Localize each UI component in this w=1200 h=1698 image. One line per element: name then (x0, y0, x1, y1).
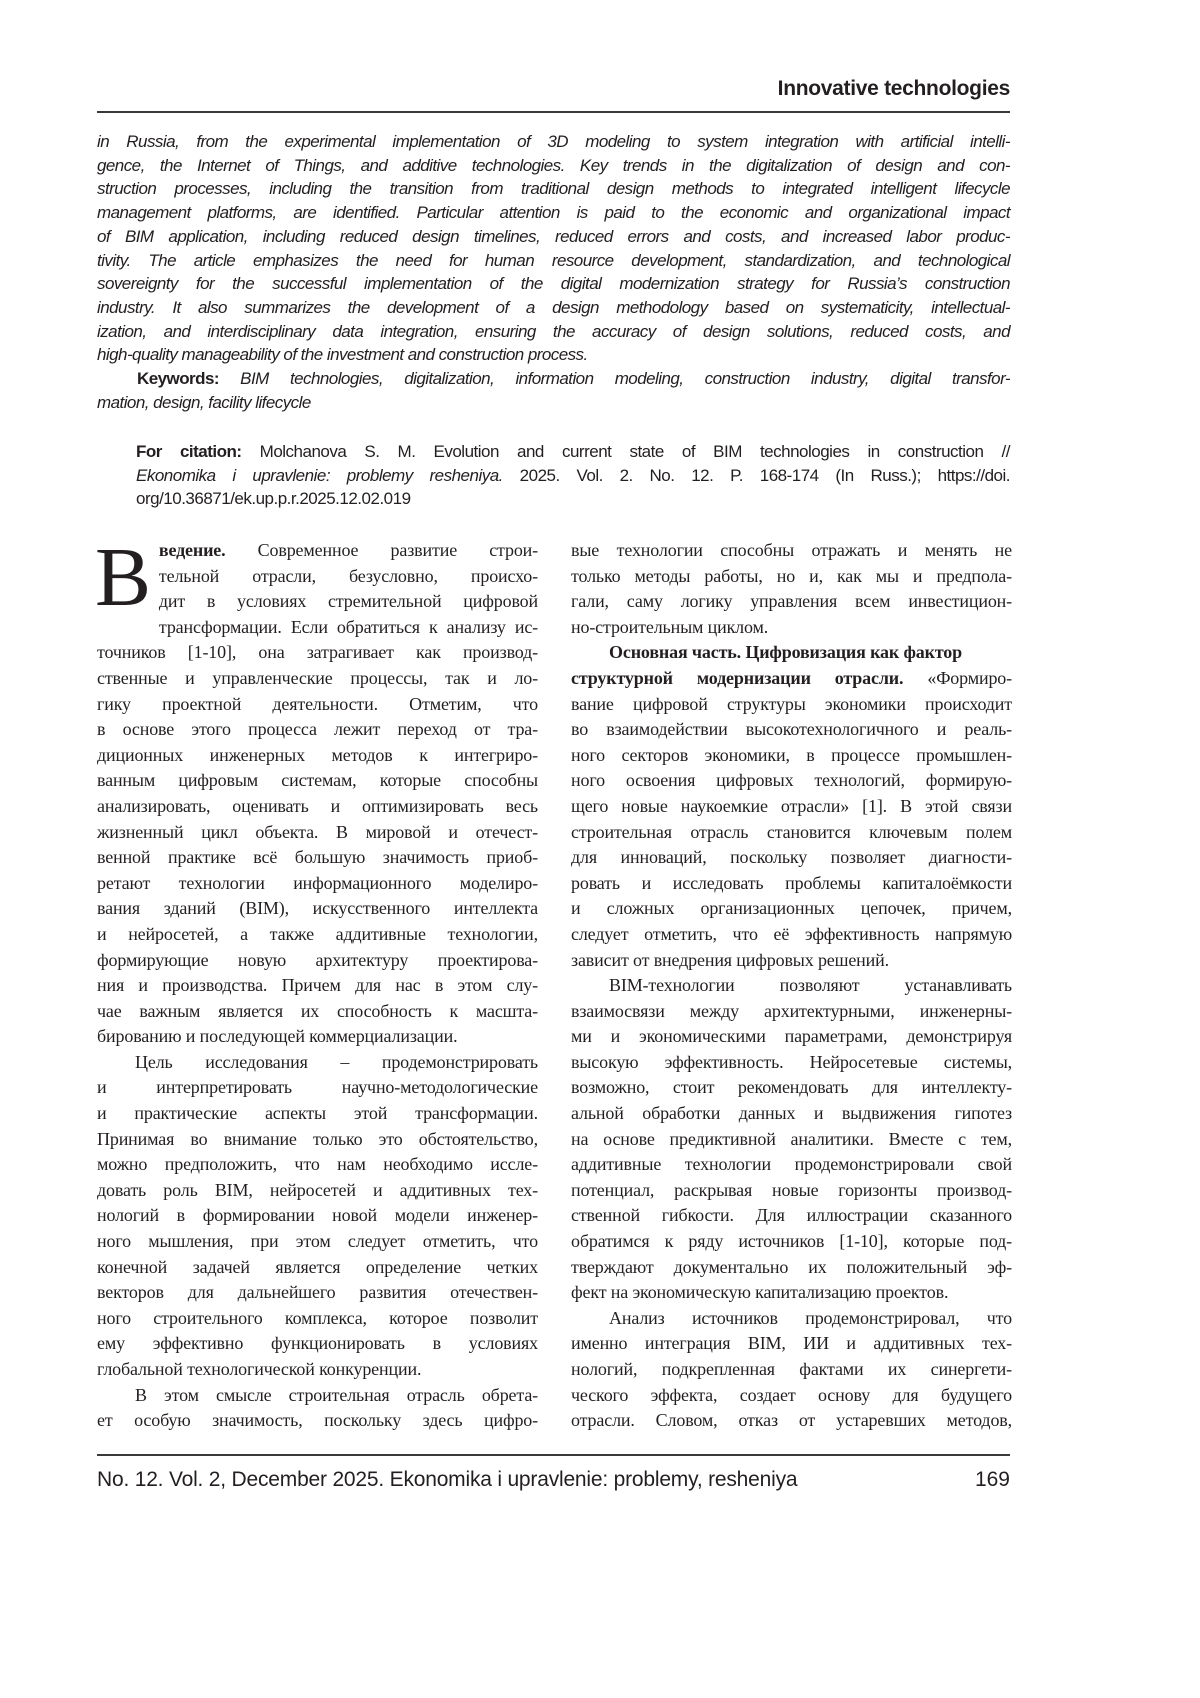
footer-journal-line: No. 12. Vol. 2, December 2025. Ekonomika i upravlenie: problemy, resheniya (97, 1468, 797, 1492)
body-text: векторов для дальнейшего развития отечествен- (97, 1282, 538, 1302)
body-text: трансформации. Если обратиться к анализу ис- (159, 617, 538, 637)
header-rule (97, 111, 1010, 113)
body-text: тельной отрасли, безусловно, происхо- (159, 566, 538, 586)
abstract-line: in Russia, from the experimental implementation of 3D modeling to system integration with artificial intelli- (97, 130, 1010, 154)
body-line (571, 1024, 1012, 1050)
body-line (97, 896, 538, 922)
body-text: Цель исследования – продемонстрировать (135, 1052, 538, 1072)
body-line (97, 666, 538, 692)
body-line (571, 1203, 1012, 1229)
body-column-left (97, 538, 538, 1434)
body-text: и нейросетей, а также аддитивные технологии, (97, 924, 538, 944)
body-line (97, 1178, 538, 1204)
body-line (571, 922, 1012, 948)
body-line (97, 564, 538, 590)
body-line (571, 896, 1012, 922)
body-text: точников [1-10], она затрагивает как производ- (97, 642, 538, 662)
citation-text: 2025. Vol. 2. No. 12. P. 168-174 (In Russ.); https://doi. (503, 466, 1010, 485)
body-line (97, 743, 538, 769)
citation-journal: Ekonomika i upravlenie: problemy resheniya. (136, 466, 503, 485)
body-text: гали, саму логику управления всем инвестицион- (571, 591, 1012, 611)
body-text: ему эффективно функционировать в условиях (97, 1333, 538, 1353)
citation-block (136, 440, 1010, 511)
body-line (571, 1178, 1012, 1204)
body-line (97, 1229, 538, 1255)
abstract-line: of BIM application, including reduced design timelines, reduced errors and costs, and increased labor produc- (97, 225, 1010, 249)
body-paragraph (97, 1383, 538, 1434)
body-text: дит в условиях стремительной цифровой (159, 591, 538, 611)
body-line (571, 1357, 1012, 1383)
abstract-line: tivity. The article emphasizes the need for human resource development, standardization, and technological (97, 249, 1010, 273)
body-text: нологий, подкрепленная фактами их синергети- (571, 1359, 1012, 1379)
body-line (97, 538, 538, 564)
body-line (571, 794, 1012, 820)
bold-heading-text: Основная часть. Цифровизация как фактор (609, 642, 962, 662)
body-text: вание цифровой структуры экономики происходит (571, 694, 1012, 714)
body-text: Современное развитие строи- (226, 540, 539, 560)
body-text: ровать и исследовать проблемы капиталоёмкости (571, 873, 1012, 893)
body-text: возможно, стоит рекомендовать для интеллекту- (571, 1077, 1012, 1097)
body-line (571, 1255, 1012, 1281)
citation-doi-link[interactable]: org/10.36871/ek.up.p.r.2025.12.02.019 (136, 489, 411, 508)
body-line (571, 1075, 1012, 1101)
body-column-right (571, 538, 1012, 1434)
body-text: ного строительного комплекса, которое позволит (97, 1308, 538, 1328)
drop-cap: В (95, 542, 151, 618)
body-text: жизненный цикл объекта. В мировой и отечест- (97, 822, 538, 842)
body-text: альной обработки данных и выдвижения гипотез (571, 1103, 1012, 1123)
body-text: аддитивные технологии продемонстрировали свой (571, 1154, 1012, 1174)
abstract-line: high-quality manageability of the investment and construction process. (97, 343, 1010, 367)
body-text: именно интеграция BIM, ИИ и аддитивных тех- (571, 1333, 1012, 1353)
abstract-line: gence, the Internet of Things, and additive technologies. Key trends in the digitalization of design and con- (97, 154, 1010, 178)
body-text: «Формиро- (903, 668, 1012, 688)
body-line (571, 1331, 1012, 1357)
body-line (97, 1101, 538, 1127)
body-line (97, 640, 538, 666)
body-line (97, 1357, 538, 1383)
body-line (97, 1331, 538, 1357)
citation-text: Molchanova S. M. Evolution and current state of BIM technologies in construction // (242, 442, 1010, 461)
body-paragraph (571, 640, 1012, 973)
keywords-label: Keywords: (137, 369, 219, 388)
body-text: для инноваций, поскольку позволяет диагности- (571, 847, 1012, 867)
body-line (97, 922, 538, 948)
body-text: ного освоения цифровых технологий, формирую- (571, 770, 1012, 790)
bold-heading-text: ведение. (159, 540, 226, 560)
abstract-line: industry. It also summarizes the development of a design methodology based on systematicity, intellectual- (97, 296, 1010, 320)
body-text: и практические аспекты этой трансформации. (97, 1103, 538, 1123)
body-text: вания зданий (BIM), искусственного интеллекта (97, 898, 538, 918)
body-line (571, 692, 1012, 718)
body-line (97, 871, 538, 897)
body-line (571, 845, 1012, 871)
abstract-line: struction processes, including the transition from traditional design methods to integrated intelligent lifecycle (97, 177, 1010, 201)
body-text: конечной задачей является определение четких (97, 1257, 538, 1277)
keywords-text: BIM technologies, digitalization, information modeling, construction industry, digital transfor- (219, 369, 1010, 388)
body-line (97, 692, 538, 718)
body-line (97, 1255, 538, 1281)
body-line (97, 1203, 538, 1229)
body-text: довать роль BIM, нейросетей и аддитивных тех- (97, 1180, 538, 1200)
body-text: вые технологии способны отражать и менять не (571, 540, 1012, 560)
body-text: ет особую значимость, поскольку здесь цифро- (97, 1410, 538, 1430)
body-text: анализировать, оценивать и оптимизировать весь (97, 796, 538, 816)
body-line (97, 1408, 538, 1434)
body-line (97, 1383, 538, 1409)
body-text: ния и производства. Причем для нас в этом слу- (97, 975, 538, 995)
body-text: нологий в формировании новой модели инженер- (97, 1205, 538, 1225)
body-text: и интерпретировать научно-методологические (97, 1077, 538, 1097)
footer-rule (97, 1454, 1010, 1456)
body-line (97, 999, 538, 1025)
body-line (571, 538, 1012, 564)
body-text: высокую эффективность. Нейросетевые системы, (571, 1052, 1012, 1072)
body-line (97, 1280, 538, 1306)
body-line (97, 768, 538, 794)
body-line (97, 589, 538, 615)
body-text: фект на экономическую капитализацию проектов. (571, 1282, 948, 1302)
body-line (571, 973, 1012, 999)
body-text: потенциал, раскрывая новые горизонты производ- (571, 1180, 1012, 1200)
body-text: бированию и последующей коммерциализации. (97, 1026, 457, 1046)
body-text: ственные и управленческие процессы, так и ло- (97, 668, 538, 688)
body-text: ванным цифровым системам, которые способны (97, 770, 538, 790)
body-paragraph (571, 1306, 1012, 1434)
body-text: ственной гибкости. Для иллюстрации сказанного (571, 1205, 1012, 1225)
body-line (97, 1024, 538, 1050)
body-text: ческого эффекта, создает основу для будущего (571, 1385, 1012, 1405)
body-line (571, 666, 1012, 692)
body-line (97, 717, 538, 743)
body-line (97, 820, 538, 846)
body-text: и сложных организационных цепочек, причем, (571, 898, 1012, 918)
body-line (97, 1050, 538, 1076)
body-text: во взаимодействии высокотехнологичного и реаль- (571, 719, 1012, 739)
keywords-line (97, 367, 1010, 391)
body-text: зависит от внедрения цифровых решений. (571, 950, 889, 970)
body-text: щего новые наукоемкие отрасли» [1]. В этой связи (571, 796, 1012, 816)
running-head-section-title: Innovative technologies (778, 77, 1010, 101)
body-line (571, 640, 1012, 666)
body-paragraph (97, 538, 538, 1050)
body-text: венной практике всё большую значимость приоб- (97, 847, 538, 867)
body-line (97, 845, 538, 871)
body-text: глобальной технологической конкуренции. (97, 1359, 421, 1379)
body-text: можно предположить, что нам необходимо иссле- (97, 1154, 538, 1174)
body-line (97, 1306, 538, 1332)
body-line (571, 564, 1012, 590)
page-number: 169 (975, 1468, 1010, 1492)
body-line (571, 1383, 1012, 1409)
body-text: обратимся к ряду источников [1-10], которые под- (571, 1231, 1012, 1251)
body-text: ного секторов экономики, в процессе промышлен- (571, 745, 1012, 765)
body-text: ретают технологии информационного моделиро- (97, 873, 538, 893)
body-line (571, 1127, 1012, 1153)
body-line (571, 1101, 1012, 1127)
body-text: следует отметить, что её эффективность напрямую (571, 924, 1012, 944)
body-text: строительная отрасль становится ключевым полем (571, 822, 1012, 842)
abstract-line: sovereignty for the successful implementation of the digital modernization strategy for Russia’s construction (97, 272, 1010, 296)
body-line (97, 615, 538, 641)
body-text: отрасли. Словом, отказ от устаревших методов, (571, 1410, 1012, 1430)
body-line (571, 1152, 1012, 1178)
bold-heading-text: структурной модернизации отрасли. (571, 668, 903, 688)
abstract-line: ization, and interdisciplinary data integration, ensuring the accuracy of design solutions, reduced costs, and (97, 320, 1010, 344)
body-line (571, 743, 1012, 769)
body-text: но-строительным циклом. (571, 617, 768, 637)
body-line (571, 1280, 1012, 1306)
body-line (97, 794, 538, 820)
body-text: только методы работы, но и, как мы и предпола- (571, 566, 1012, 586)
body-text: на основе предиктивной аналитики. Вместе с тем, (571, 1129, 1012, 1149)
abstract-text (97, 130, 1010, 367)
body-text: гику проектной деятельности. Отметим, что (97, 694, 538, 714)
body-line (571, 768, 1012, 794)
body-line (97, 1075, 538, 1101)
body-line (571, 948, 1012, 974)
abstract (97, 130, 1010, 414)
body-line (571, 589, 1012, 615)
body-line (571, 820, 1012, 846)
body-line (97, 948, 538, 974)
body-line (571, 717, 1012, 743)
body-line (97, 1152, 538, 1178)
body-text: формирующие новую архитектуру проектирова- (97, 950, 538, 970)
body-line (97, 973, 538, 999)
body-line (97, 1127, 538, 1153)
abstract-line: management platforms, are identified. Particular attention is paid to the economic and organizational impact (97, 201, 1010, 225)
body-line (571, 1229, 1012, 1255)
body-text: В этом смысле строительная отрасль обрета- (135, 1385, 538, 1405)
body-text: BIM-технологии позволяют устанавливать (609, 975, 1012, 995)
body-line (571, 871, 1012, 897)
body-line (571, 999, 1012, 1025)
body-text: чае важным является их способность к масшта- (97, 1001, 538, 1021)
body-text: диционных инженерных методов к интегриро- (97, 745, 538, 765)
keywords-text: mation, design, facility lifecycle (97, 393, 311, 412)
body-paragraph (97, 1050, 538, 1383)
citation-label: For citation: (136, 442, 242, 461)
body-line (571, 1050, 1012, 1076)
body-text: в основе этого процесса лежит переход от тра- (97, 719, 538, 739)
body-line (571, 1408, 1012, 1434)
keywords-line (97, 391, 1010, 415)
body-text: ного мышления, при этом следует отметить, что (97, 1231, 538, 1251)
body-text: взаимосвязи между архитектурными, инженерны- (571, 1001, 1012, 1021)
body-line (571, 1306, 1012, 1332)
body-paragraph (571, 538, 1012, 640)
body-text: ми и экономическими параметрами, демонстрируя (571, 1026, 1012, 1046)
body-line (571, 615, 1012, 641)
body-text: тверждают документально их положительный эф- (571, 1257, 1012, 1277)
body-text: Принимая во внимание только это обстоятельство, (97, 1129, 538, 1149)
body-text: Анализ источников продемонстрировал, что (609, 1308, 1012, 1328)
body-paragraph (571, 973, 1012, 1306)
